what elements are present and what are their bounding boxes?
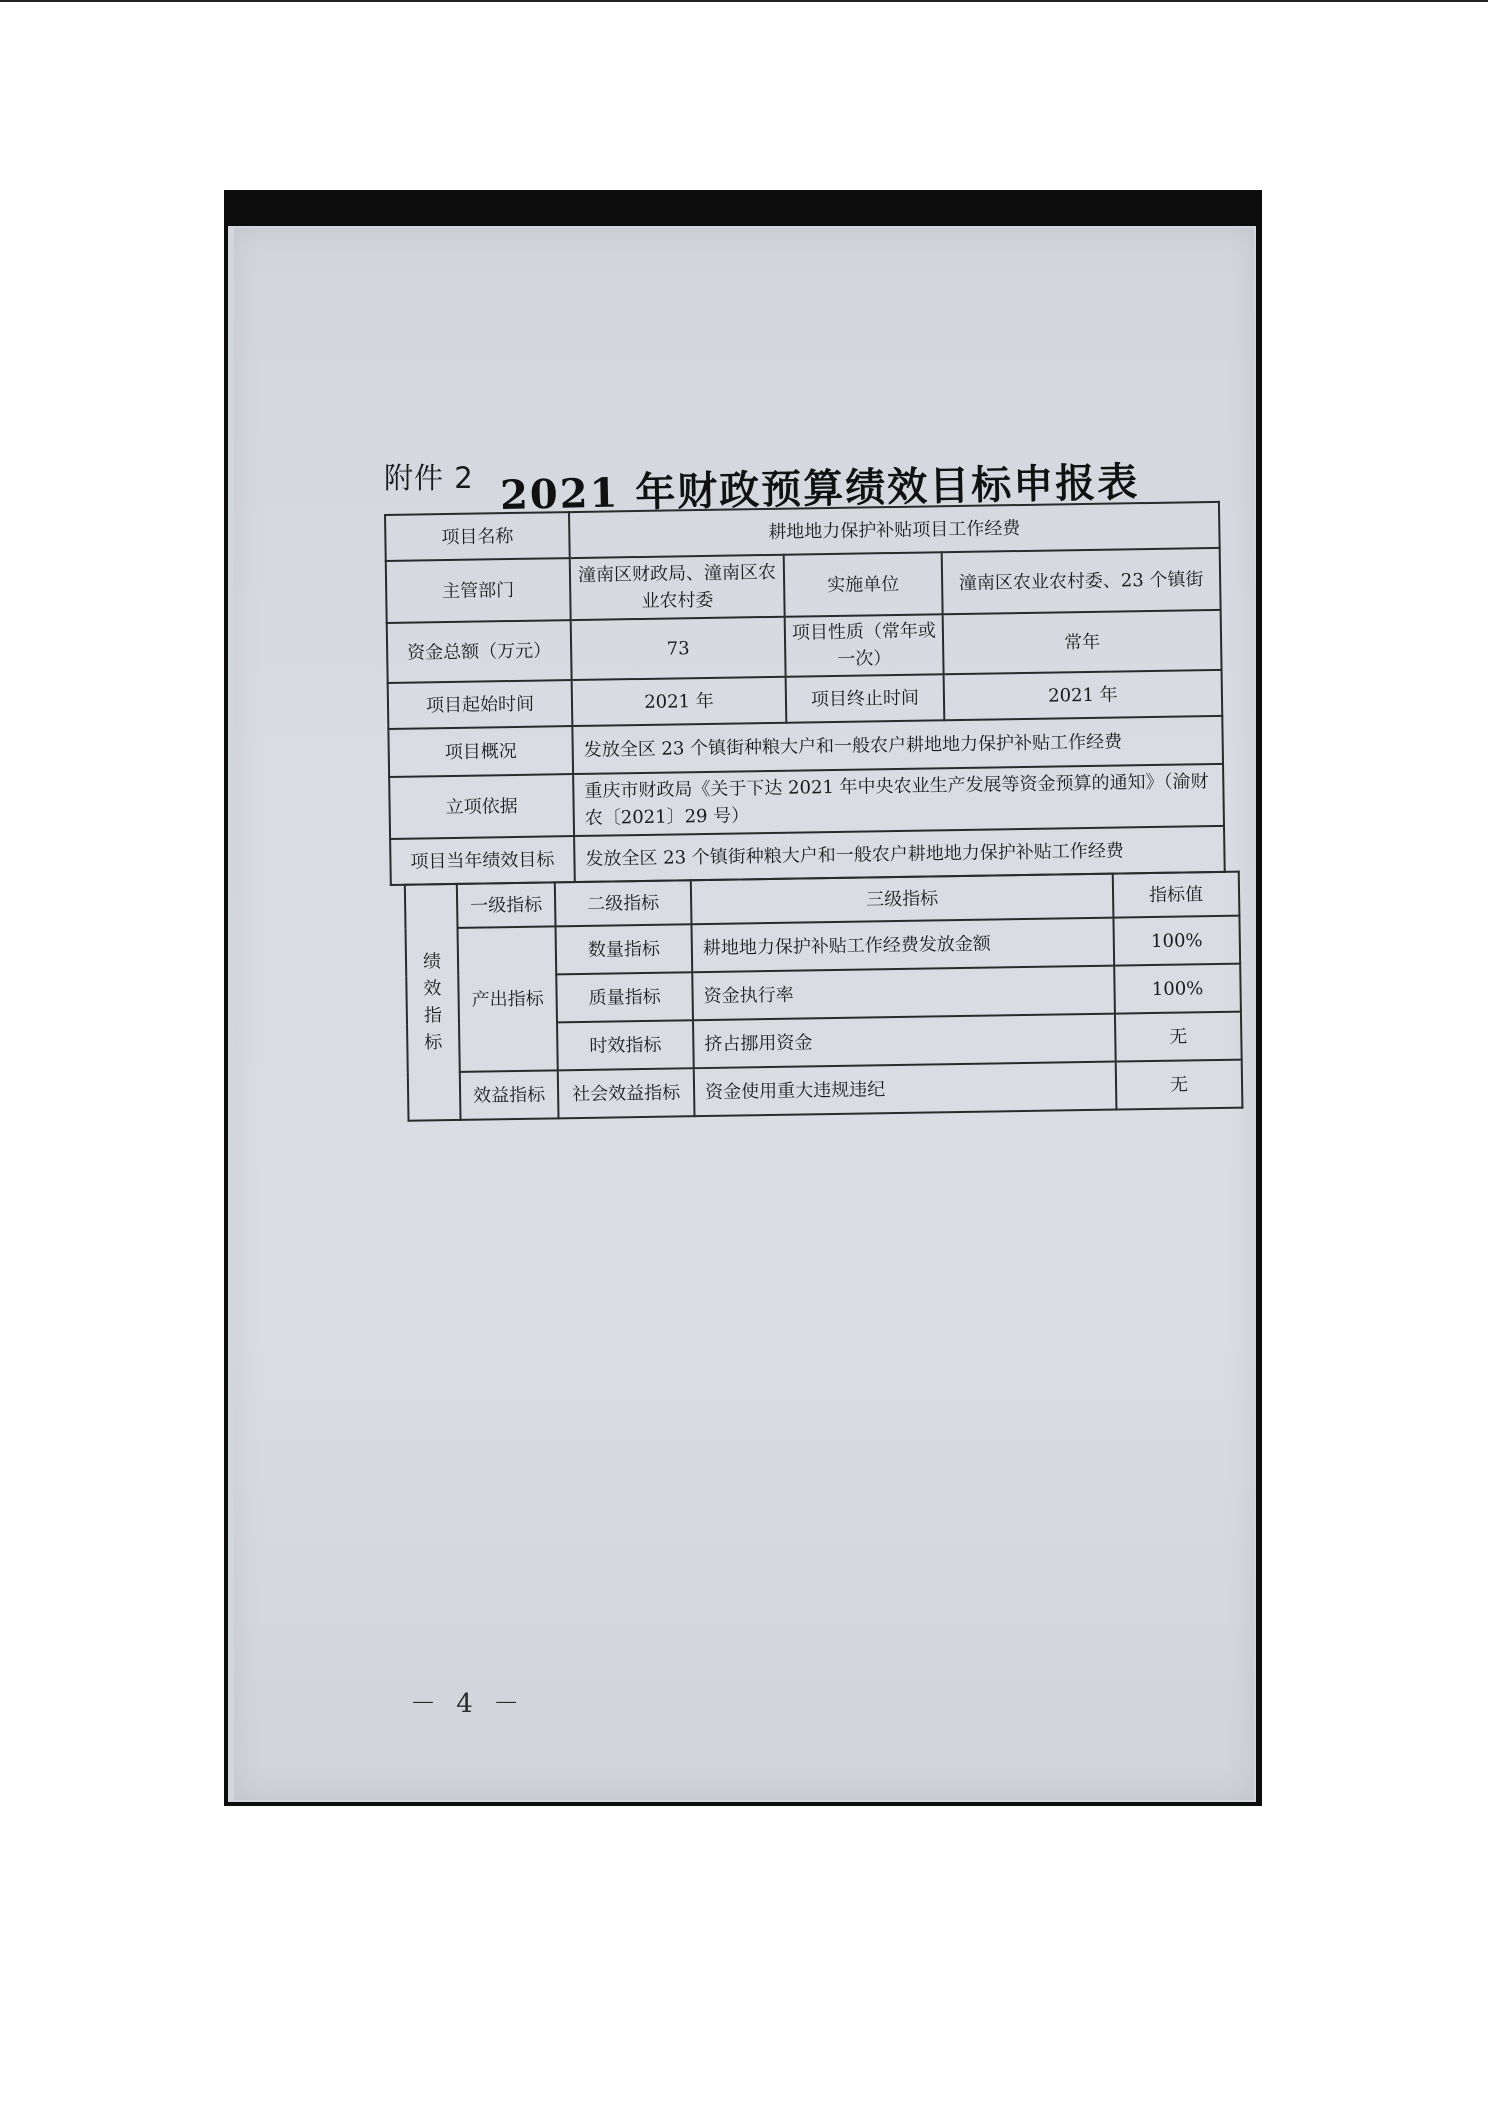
start-value: 2021 年 bbox=[572, 677, 787, 726]
budget-performance-form bbox=[384, 501, 1243, 1122]
dept-value: 潼南区财政局、潼南区农业农村委 bbox=[570, 555, 785, 620]
table-row-level2: 社会效益指标 bbox=[558, 1068, 695, 1118]
table-row-value: 无 bbox=[1116, 1060, 1243, 1110]
table-row-level3: 资金执行率 bbox=[692, 966, 1115, 1021]
overview-label: 项目概况 bbox=[388, 726, 573, 777]
table-row-level2: 质量指标 bbox=[556, 972, 693, 1022]
header-level1: 一级指标 bbox=[457, 882, 556, 928]
table-row-level2: 时效指标 bbox=[557, 1020, 694, 1070]
goal-label: 项目当年绩效目标 bbox=[390, 836, 575, 885]
dept-label: 主管部门 bbox=[386, 558, 571, 623]
table-row-level3: 耕地地力保护补贴工作经费发放金额 bbox=[691, 918, 1114, 973]
end-label: 项目终止时间 bbox=[786, 674, 945, 722]
indicators-section-text: 绩效指标 bbox=[422, 951, 443, 1054]
table-row-value: 100% bbox=[1114, 964, 1241, 1014]
header-level2: 二级指标 bbox=[555, 880, 692, 926]
start-label: 项目起始时间 bbox=[388, 680, 573, 729]
header-level3: 三级指标 bbox=[691, 874, 1114, 925]
project-name-value: 耕地地力保护补贴项目工作经费 bbox=[569, 502, 1220, 558]
attachment-label: 附件 2 bbox=[384, 461, 474, 495]
output-indicator-label: 产出指标 bbox=[458, 926, 558, 1072]
total-funds-label: 资金总额（万元） bbox=[387, 620, 572, 683]
table-row-level3: 挤占挪用资金 bbox=[693, 1014, 1116, 1069]
page-top-border bbox=[0, 0, 1488, 2]
benefit-indicator-label: 效益指标 bbox=[460, 1070, 559, 1120]
basis-value: 重庆市财政局《关于下达 2021 年中央农业生产发展等资金预算的通知》（渝财农〔2021〕29 号） bbox=[573, 764, 1224, 836]
nature-value: 常年 bbox=[943, 610, 1222, 674]
goal-value: 发放全区 23 个镇街种粮大户和一般农户耕地地力保护补贴工作经费 bbox=[574, 826, 1225, 882]
document-title: 2021 年财政预算绩效目标申报表 bbox=[499, 458, 1140, 519]
basic-info-table bbox=[384, 501, 1226, 886]
project-name-label: 项目名称 bbox=[385, 512, 570, 561]
table-row-value: 100% bbox=[1113, 916, 1240, 966]
impl-unit-label: 实施单位 bbox=[784, 552, 943, 616]
impl-unit-value: 潼南区农业农村委、23 个镇街 bbox=[942, 548, 1221, 614]
page-number: － 4 － bbox=[410, 1689, 526, 1719]
header-value: 指标值 bbox=[1113, 872, 1240, 918]
table-row-level3: 资金使用重大违规违纪 bbox=[694, 1062, 1117, 1117]
indicators-table bbox=[404, 871, 1244, 1122]
nature-label: 项目性质（常年或一次） bbox=[785, 614, 944, 676]
end-value: 2021 年 bbox=[944, 670, 1223, 720]
basis-label: 立项依据 bbox=[389, 774, 574, 839]
overview-value: 发放全区 23 个镇街种粮大户和一般农户耕地地力保护补贴工作经费 bbox=[572, 716, 1223, 774]
indicators-section-label bbox=[405, 884, 461, 1121]
table-row-level2: 数量指标 bbox=[555, 924, 692, 974]
table-row-value: 无 bbox=[1115, 1012, 1242, 1062]
total-funds-value: 73 bbox=[571, 617, 786, 680]
